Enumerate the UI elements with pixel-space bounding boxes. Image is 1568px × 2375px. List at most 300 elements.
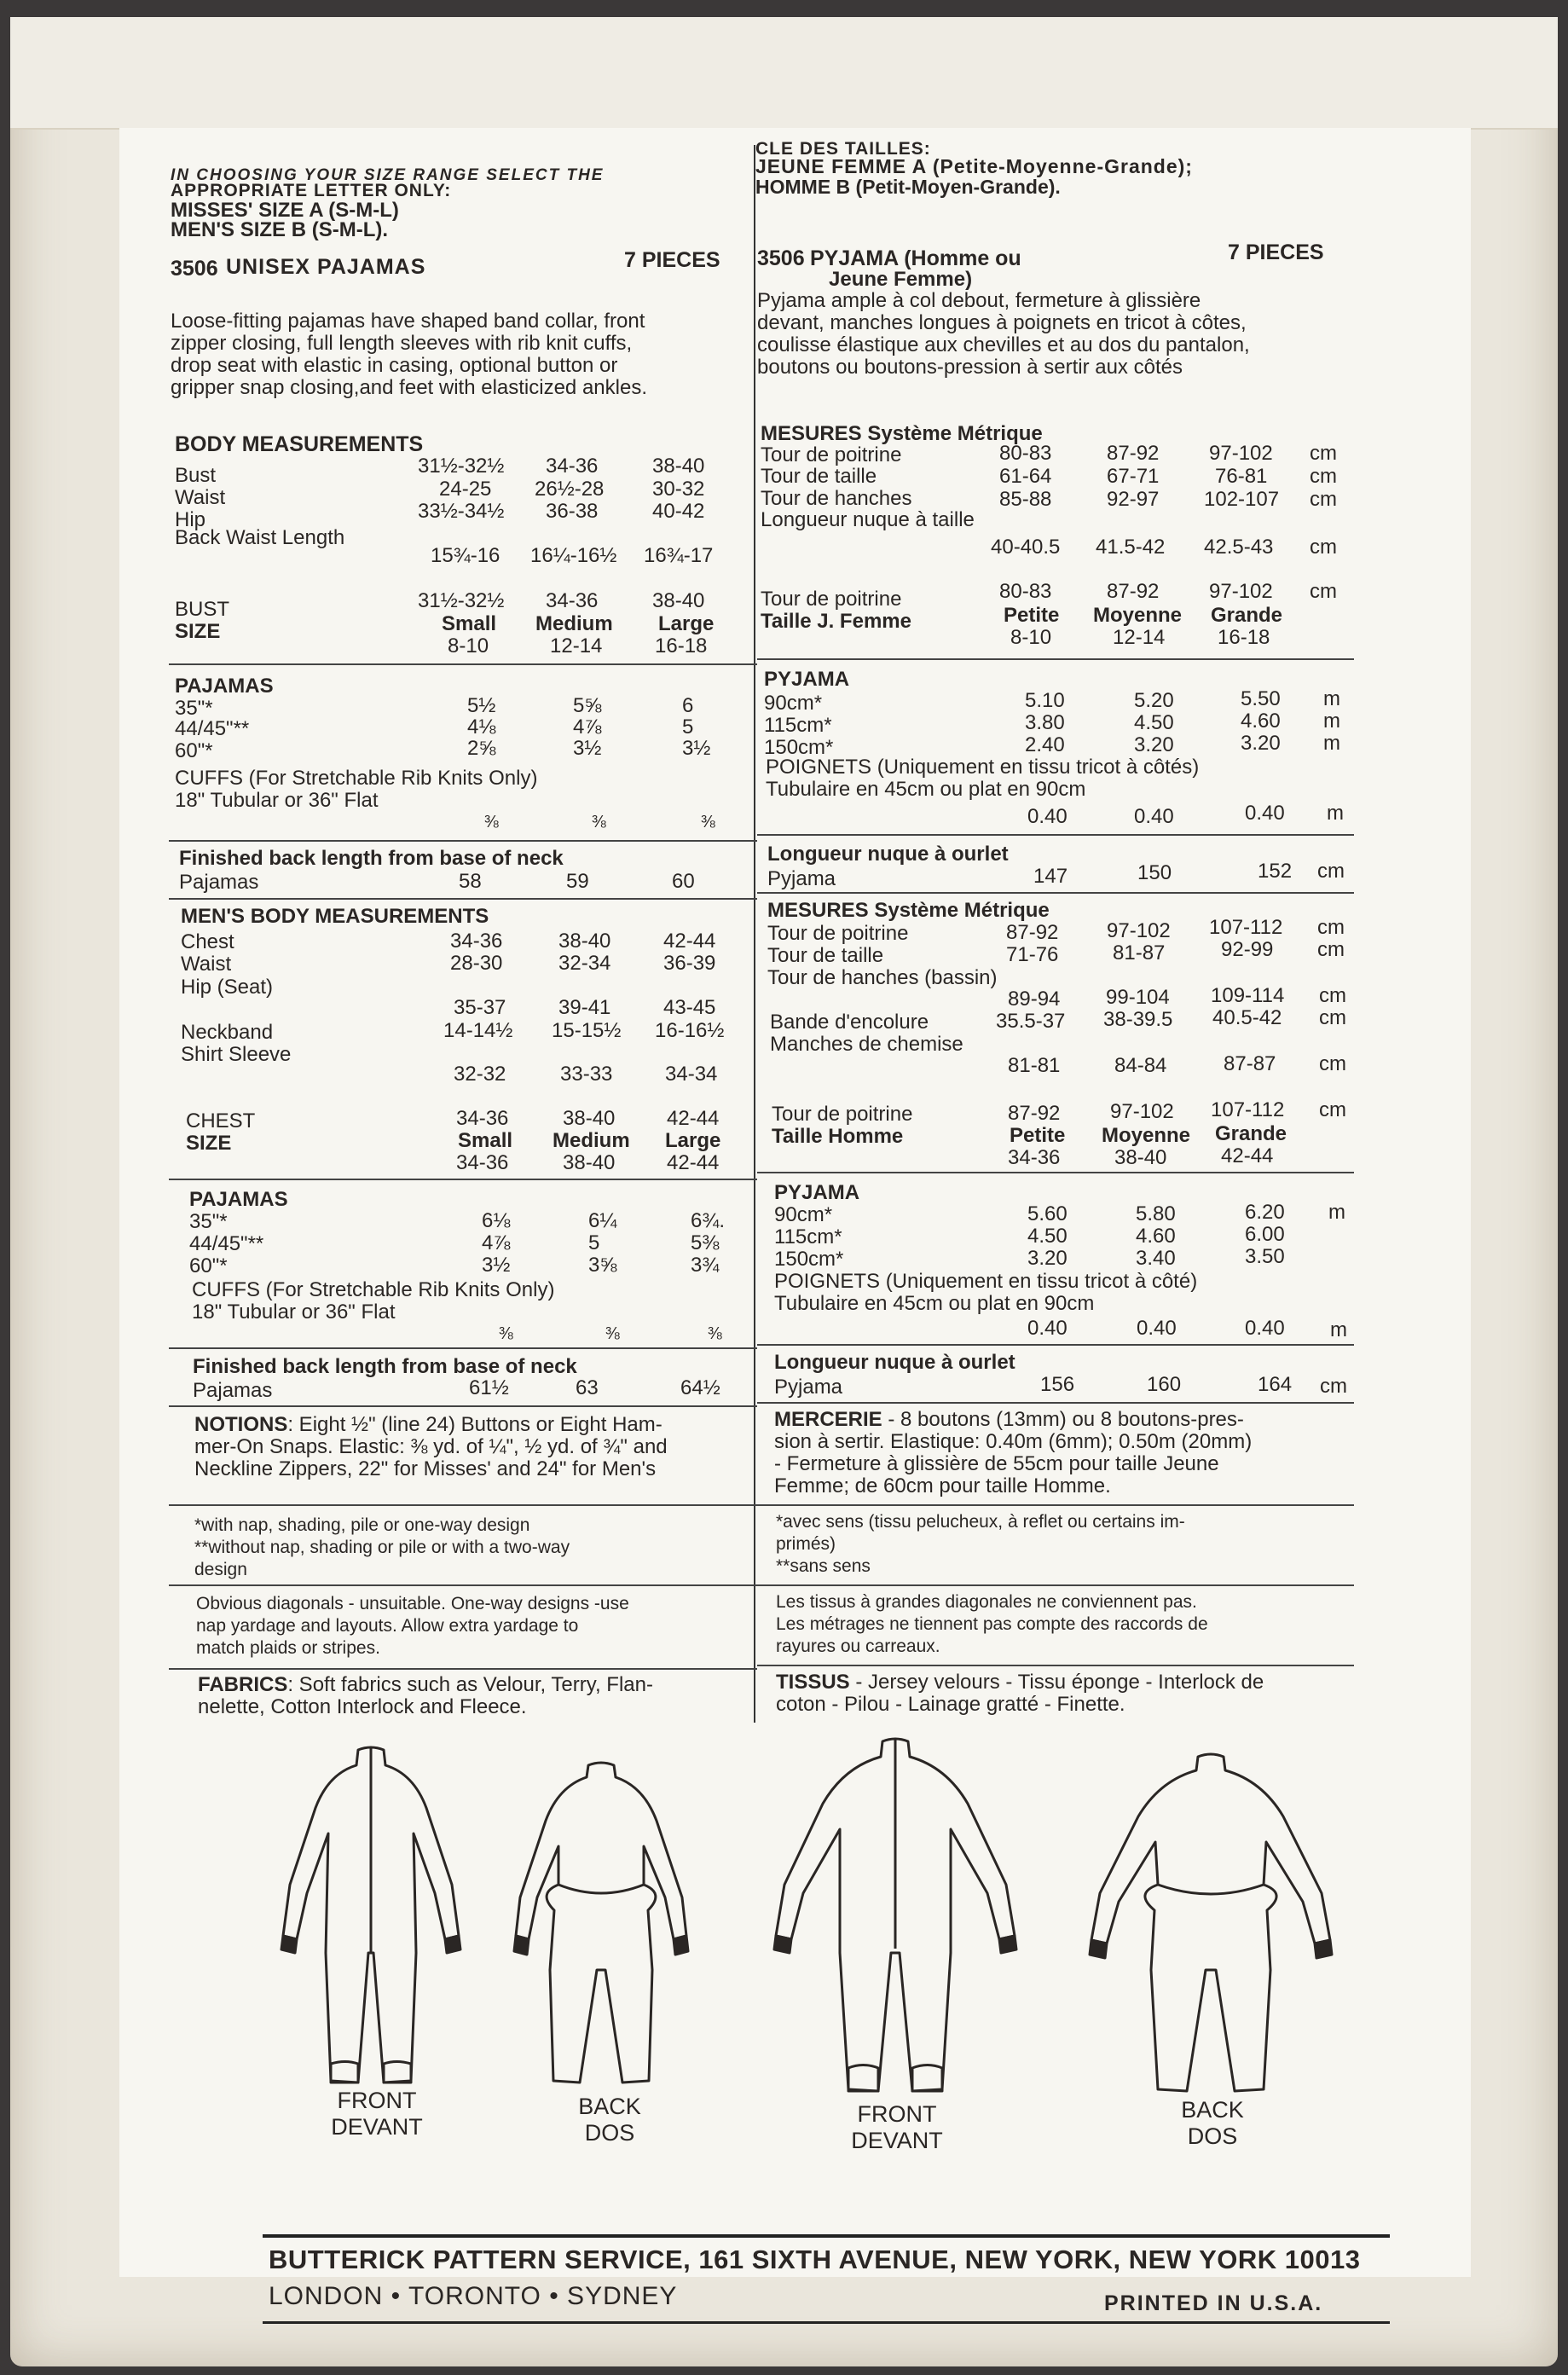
measure-label-bust: Bust — [175, 464, 217, 487]
mens-finished-heading: Finished back length from base of neck — [193, 1355, 577, 1378]
figure-label-fr: DEVANT — [331, 2114, 423, 2140]
yardage-label: 60"* — [175, 739, 213, 762]
mens-size-label: SIZE — [186, 1132, 232, 1155]
diagonals-note-fr: rayures ou carreaux. — [776, 1636, 940, 1656]
measure-label-hip: Hip — [175, 508, 206, 531]
mens-finished-label-fr: Pyjama — [774, 1376, 843, 1399]
yardage-value-fr: 5.50 — [1241, 687, 1281, 710]
nap-note-fr: *avec sens (tissu pelucheux, à reflet ou certains im- — [776, 1512, 1185, 1532]
bust-value-fr: 87-92 — [1107, 580, 1160, 603]
nap-note: *with nap, shading, pile or one-way design — [194, 1515, 530, 1535]
figure-label-en: FRONT — [337, 2088, 417, 2113]
measure-value: 33½-34½ — [418, 500, 505, 523]
yardage-value: 3½ — [682, 737, 711, 760]
mens-cuffs-value-fr: 0.40 — [1137, 1317, 1177, 1340]
yardage-value: 5½ — [467, 694, 496, 717]
yardage-value-fr: 4.60 — [1241, 710, 1281, 733]
mens-finished-value-fr: 160 — [1147, 1373, 1182, 1396]
mens-metric-value: 99-104 — [1106, 986, 1170, 1009]
rule — [169, 898, 757, 900]
cuffs-value: ⅜ — [592, 813, 606, 831]
size-number-fr: 16-18 — [1218, 626, 1270, 649]
tissus-line: coton - Pilou - Lainage gratté - Finette. — [776, 1693, 1125, 1716]
size-name: Small — [442, 612, 497, 635]
mens-metric-label: Tour de hanches (bassin) — [767, 966, 998, 989]
bust-value: 34-36 — [546, 589, 599, 612]
fabrics-line: nelette, Cotton Interlock and Fleece. — [198, 1695, 527, 1718]
mens-metric-value: 38-39.5 — [1103, 1008, 1173, 1031]
mens-metric-label: Tour de poitrine — [767, 922, 909, 945]
mens-value: 34-36 — [450, 930, 503, 953]
publisher-cities: LONDON • TORONTO • SYDNEY — [269, 2282, 678, 2310]
yardage-heading: PAJAMAS — [175, 675, 274, 698]
rule — [757, 1344, 1354, 1346]
pattern-title: UNISEX PAJAMAS — [226, 255, 426, 279]
yardage-unit-fr: m — [1323, 732, 1340, 755]
metric-unit: cm — [1310, 442, 1337, 465]
mens-yardage-value: 6¼ — [588, 1209, 617, 1232]
cuffs-value-fr: 0.40 — [1027, 805, 1068, 828]
cuffs-line2: 18" Tubular or 36" Flat — [175, 789, 379, 812]
bust-unit-fr: cm — [1310, 580, 1337, 603]
mens-yardage-label: 60"* — [189, 1254, 228, 1277]
metric-value: 61-64 — [999, 465, 1052, 488]
mercerie-label: MERCERIE — [774, 1408, 882, 1431]
chest-value: 38-40 — [563, 1107, 616, 1130]
yardage-label-fr: 90cm* — [764, 692, 823, 715]
pattern-title-fr: PYJAMA (Homme ou — [810, 246, 1021, 270]
size-name: Large — [658, 612, 715, 635]
mens-size-name: Large — [665, 1129, 721, 1152]
measure-value: 26½-28 — [535, 478, 605, 501]
mens-metric-value: 89-94 — [1008, 988, 1061, 1011]
description-line: gripper snap closing,and feet with elasticized ankles. — [171, 376, 647, 399]
rule — [757, 658, 1354, 660]
finished-length-value-fr: 147 — [1033, 865, 1068, 888]
rule — [169, 1179, 757, 1180]
rule — [757, 892, 1354, 894]
yardage-label: 44/45"** — [175, 717, 250, 740]
mens-metric-value: 92-99 — [1221, 938, 1274, 961]
figure-label-fr: DOS — [584, 2120, 635, 2146]
mens-value: 39-41 — [558, 996, 611, 1019]
metric-value: 67-71 — [1107, 465, 1160, 488]
diagonals-note: match plaids or stripes. — [196, 1638, 380, 1658]
mercerie-line: - Fermeture à glissière de 55cm pour taille Jeune — [774, 1452, 1219, 1475]
bust-value-fr: 80-83 — [999, 580, 1052, 603]
mens-yardage-value: 3¾ — [691, 1254, 720, 1277]
notions-line: mer-On Snaps. Elastic: ⅜ yd. of ¼", ½ yd. of ¾" and — [194, 1435, 668, 1458]
tissus-label: TISSUS — [776, 1671, 850, 1694]
mens-value: 14-14½ — [443, 1019, 513, 1042]
mens-size-number: 34-36 — [456, 1151, 509, 1174]
figure-label — [837, 2101, 957, 2154]
mens-size-number-fr: 38-40 — [1114, 1146, 1167, 1169]
metric-value: 42.5-43 — [1204, 536, 1274, 559]
mens-yardage-value-fr: 4.60 — [1136, 1225, 1176, 1248]
mens-value: 33-33 — [560, 1063, 613, 1086]
mens-metric-value: 84-84 — [1114, 1054, 1167, 1077]
cuffs-value: ⅜ — [484, 813, 499, 831]
metric-value: 92-97 — [1107, 488, 1160, 511]
rule — [169, 1504, 757, 1506]
finished-length-heading-fr: Longueur nuque à ourlet — [767, 843, 1009, 866]
mens-label: Hip (Seat) — [181, 976, 274, 999]
measure-value: 15¾-16 — [431, 544, 500, 567]
mens-finished-value-fr: 164 — [1258, 1373, 1293, 1396]
diagonals-note-fr: Les métrages ne tiennent pas compte des raccords de — [776, 1614, 1208, 1634]
description-fr-line: coulisse élastique aux chevilles et au dos du pantalon, — [757, 333, 1250, 356]
mens-yardage-label-fr: 150cm* — [774, 1248, 844, 1271]
rule — [169, 663, 757, 665]
intro-fr-line1: CLE DES TAILLES: — [755, 139, 931, 159]
bust-value: 31½-32½ — [418, 589, 505, 612]
front-view-drawing-1 — [264, 1740, 477, 2098]
mens-cuffs-value-fr: 0.40 — [1245, 1317, 1285, 1340]
mens-yardage-label-fr: 90cm* — [774, 1203, 833, 1226]
rule — [169, 1347, 757, 1349]
measure-value: 30-32 — [652, 478, 705, 501]
yardage-value-fr: 2.40 — [1025, 733, 1065, 756]
mens-value: 38-40 — [558, 930, 611, 953]
mens-yardage-value-fr: 3.50 — [1245, 1245, 1285, 1268]
mens-metric-label: Manches de chemise — [770, 1033, 963, 1056]
size-number-fr: 12-14 — [1113, 626, 1166, 649]
envelope-flap — [10, 17, 1558, 130]
notions-line: Neckline Zippers, 22" for Misses' and 24" for Men's — [194, 1457, 657, 1480]
mens-value: 28-30 — [450, 952, 503, 975]
notions-line1 — [194, 1414, 662, 1436]
mens-value: 42-44 — [663, 930, 716, 953]
mercerie-text: - 8 boutons (13mm) ou 8 boutons-pres- — [882, 1408, 1244, 1431]
measure-value: 16¾-17 — [644, 544, 714, 567]
mens-cuffs-value: ⅜ — [499, 1324, 513, 1343]
size-number: 8-10 — [448, 634, 489, 657]
footer-rule-top — [263, 2234, 1390, 2238]
mens-yardage-heading: PAJAMAS — [189, 1188, 288, 1211]
mens-metric-value: 87-92 — [1006, 921, 1059, 944]
cuffs-unit-fr: m — [1327, 802, 1344, 825]
mens-size-name-fr: Petite — [1010, 1124, 1066, 1147]
mens-yardage-value-fr: 5.80 — [1136, 1202, 1176, 1225]
fabrics-label: FABRICS — [198, 1673, 288, 1696]
size-name-fr: Petite — [1004, 604, 1060, 627]
size-name-fr: Moyenne — [1093, 604, 1183, 627]
mens-yardage-label: 35"* — [189, 1210, 228, 1233]
mens-finished-value-fr: 156 — [1040, 1373, 1075, 1396]
metric-value: 102-107 — [1204, 488, 1280, 511]
publisher-address: BUTTERICK PATTERN SERVICE, 161 SIXTH AVENUE, NEW YORK, NEW YORK 10013 — [269, 2245, 1361, 2274]
yardage-value-fr: 3.80 — [1025, 711, 1065, 734]
rule — [757, 1504, 1354, 1506]
description-line: drop seat with elastic in casing, optional button or — [171, 354, 618, 377]
mens-finished-heading-fr: Longueur nuque à ourlet — [774, 1351, 1015, 1374]
intro-fr-line3: HOMME B (Petit-Moyen-Grande). — [755, 176, 1061, 198]
yardage-value: 5 — [682, 715, 694, 739]
mens-metric-value: 40.5-42 — [1212, 1006, 1282, 1029]
metric-value: 40-40.5 — [991, 536, 1061, 559]
measure-value: 36-38 — [546, 500, 599, 523]
metric-heading: MESURES Système Métrique — [761, 422, 1043, 445]
mens-value: 43-45 — [663, 996, 716, 1019]
pattern-pieces-fr: 7 PIECES — [1228, 240, 1324, 264]
mens-metric-value: 109-114 — [1211, 984, 1285, 1007]
mens-metric-unit: cm — [1319, 1006, 1346, 1029]
mens-label: Shirt Sleeve — [181, 1043, 292, 1066]
yardage-label-fr: 150cm* — [764, 736, 834, 759]
mens-metric-value: 107-112 — [1209, 916, 1283, 939]
metric-value: 85-88 — [999, 488, 1052, 511]
figure-label-en: BACK — [578, 2094, 641, 2119]
measure-value: 31½-32½ — [418, 455, 505, 478]
mercerie-line1 — [774, 1409, 1244, 1431]
diagonals-note: Obvious diagonals - unsuitable. One-way designs -use — [196, 1594, 629, 1613]
rule — [757, 1584, 1354, 1586]
mercerie-line: Femme; de 60cm pour taille Homme. — [774, 1474, 1111, 1497]
yardage-value: 4⅞ — [573, 715, 602, 739]
mens-chest-value-fr: 87-92 — [1008, 1102, 1061, 1125]
mens-cuffs-line2-fr: Tubulaire en 45cm ou plat en 90cm — [774, 1292, 1095, 1315]
notions-text: : Eight ½" (line 24) Buttons or Eight Ham- — [287, 1413, 662, 1436]
yardage-value: 3½ — [573, 737, 602, 760]
mens-size-number-fr: 42-44 — [1221, 1144, 1274, 1167]
diagonals-note-fr: Les tissus à grandes diagonales ne conviennent pas. — [776, 1592, 1197, 1612]
size-number-fr: 8-10 — [1010, 626, 1052, 649]
metric-label: Tour de taille — [761, 465, 877, 488]
finished-length-value-fr: 152 — [1258, 860, 1293, 883]
yardage-value-fr: 3.20 — [1241, 732, 1281, 755]
metric-unit: cm — [1310, 536, 1337, 559]
finished-length-heading: Finished back length from base of neck — [179, 847, 564, 870]
intro-line1: IN CHOOSING YOUR SIZE RANGE SELECT THE — [171, 166, 605, 184]
printed-in: PRINTED IN U.S.A. — [1104, 2291, 1323, 2315]
finished-length-label: Pajamas — [179, 871, 259, 894]
bust-label: BUST — [175, 598, 230, 621]
measure-label-waist: Waist — [175, 486, 226, 509]
mens-yardage-label: 44/45"** — [189, 1232, 264, 1255]
mens-yardage-value: 4⅞ — [482, 1231, 511, 1254]
back-view-drawing-1 — [499, 1757, 703, 2098]
size-name: Medium — [535, 612, 613, 635]
mens-finished-unit-fr: cm — [1320, 1375, 1347, 1398]
yardage-label: 35"* — [175, 697, 213, 720]
mens-size-name-fr: Moyenne — [1102, 1124, 1191, 1147]
metric-unit: cm — [1310, 465, 1337, 488]
nap-note-fr: **sans sens — [776, 1556, 871, 1576]
cuffs-value: ⅜ — [701, 813, 715, 831]
bust-value: 38-40 — [652, 589, 705, 612]
measure-value: 24-25 — [439, 478, 492, 501]
mens-cuffs-unit-fr: m — [1330, 1318, 1347, 1341]
size-name-fr: Grande — [1211, 604, 1283, 627]
finished-length-value: 60 — [672, 870, 695, 893]
metric-label: Tour de hanches — [761, 487, 912, 510]
mens-cuffs-line2: 18" Tubular or 36" Flat — [192, 1300, 396, 1324]
rule — [757, 1665, 1354, 1666]
yardage-value-fr: 4.50 — [1134, 711, 1174, 734]
figure-label — [550, 2094, 669, 2146]
mens-metric-label: Tour de taille — [767, 944, 884, 967]
rule — [169, 1405, 757, 1407]
yardage-value-fr: 3.20 — [1134, 733, 1174, 756]
chest-value: 42-44 — [667, 1107, 720, 1130]
size-number: 12-14 — [550, 634, 603, 657]
metric-value: 76-81 — [1215, 465, 1268, 488]
cuffs-line1-fr: POIGNETS (Uniquement en tissu tricot à côtés) — [766, 756, 1200, 779]
nap-note-fr: primés) — [776, 1534, 836, 1554]
finished-length-value: 59 — [566, 870, 589, 893]
mens-finished-label: Pajamas — [193, 1379, 273, 1402]
mens-finished-value: 61½ — [469, 1376, 509, 1399]
mens-yardage-value-fr: 5.60 — [1027, 1202, 1068, 1225]
mens-size-label-fr: Taille Homme — [772, 1125, 904, 1148]
size-label: SIZE — [175, 620, 221, 643]
metric-value: 80-83 — [999, 442, 1052, 465]
figure-label — [1153, 2097, 1272, 2150]
size-label-fr: Taille J. Femme — [761, 610, 911, 633]
rule — [169, 1584, 757, 1586]
intro-line4: MEN'S SIZE B (S-M-L). — [171, 218, 389, 241]
chest-label: CHEST — [186, 1109, 256, 1132]
description-line: zipper closing, full length sleeves with rib knit cuffs, — [171, 332, 633, 355]
mens-metric-value: 87-87 — [1224, 1052, 1276, 1075]
tissus-line1 — [776, 1671, 1264, 1694]
mens-metric-unit: cm — [1319, 984, 1346, 1007]
mens-metric-value: 81-81 — [1008, 1054, 1061, 1077]
mens-metric-heading: MESURES Système Métrique — [767, 899, 1050, 922]
bust-value-fr: 97-102 — [1209, 580, 1273, 603]
yardage-unit-fr: m — [1323, 687, 1340, 710]
mens-yardage-value-fr: 6.00 — [1245, 1223, 1285, 1246]
rule — [757, 1172, 1354, 1173]
mens-metric-unit: cm — [1317, 916, 1345, 939]
fabrics-text: : Soft fabrics such as Velour, Terry, Flan- — [287, 1673, 653, 1696]
rule — [757, 1402, 1354, 1404]
yardage-value: 5⅝ — [573, 694, 602, 717]
yardage-value-fr: 5.10 — [1025, 689, 1065, 712]
figure-label — [317, 2088, 437, 2140]
mens-yardage-value-fr: 4.50 — [1027, 1225, 1068, 1248]
mens-yardage-label-fr: 115cm* — [774, 1225, 842, 1248]
mens-yardage-value-fr: 6.20 — [1245, 1201, 1285, 1224]
mens-cuffs-line1-fr: POIGNETS (Uniquement en tissu tricot à côté) — [774, 1270, 1198, 1293]
mens-yardage-unit-fr: m — [1328, 1201, 1345, 1224]
tissus-text: - Jersey velours - Tissu éponge - Interlock de — [849, 1671, 1264, 1694]
mercerie-line: sion à sertir. Elastique: 0.40m (6mm); 0.50m (20mm) — [774, 1430, 1253, 1453]
pattern-number: 3506 — [171, 257, 218, 281]
footer-rule-bottom — [263, 2321, 1390, 2324]
front-view-drawing-2 — [759, 1731, 1032, 2106]
description-fr-line: boutons ou boutons-pression à sertir aux côtés — [757, 356, 1183, 379]
mens-chest-value-fr: 107-112 — [1211, 1098, 1285, 1121]
yardage-unit-fr: m — [1323, 710, 1340, 733]
intro-fr-line2: JEUNE FEMME A (Petite-Moyenne-Grande); — [755, 155, 1193, 177]
cuffs-line1: CUFFS (For Stretchable Rib Knits Only) — [175, 767, 538, 790]
mens-measurements-heading: MEN'S BODY MEASUREMENTS — [181, 905, 489, 928]
intro-line2: APPROPRIATE LETTER ONLY: — [171, 181, 452, 200]
mens-cuffs-value: ⅜ — [605, 1324, 620, 1343]
measure-value: 38-40 — [652, 455, 705, 478]
cuffs-line2-fr: Tubulaire en 45cm ou plat en 90cm — [766, 778, 1086, 801]
mens-metric-unit: cm — [1317, 938, 1345, 961]
metric-value: 87-92 — [1107, 442, 1160, 465]
measure-value: 16¼-16½ — [530, 544, 617, 567]
mens-size-number: 42-44 — [667, 1151, 720, 1174]
mens-cuffs-value: ⅜ — [708, 1324, 722, 1343]
finished-length-value: 58 — [459, 870, 482, 893]
intro-line3: MISSES' SIZE A (S-M-L) — [171, 199, 399, 222]
pattern-title-fr2: Jeune Femme) — [829, 268, 973, 291]
pattern-pieces: 7 PIECES — [624, 248, 720, 272]
metric-value: 97-102 — [1209, 442, 1273, 465]
description-fr-line: Pyjama ample à col debout, fermeture à glissière — [757, 289, 1201, 312]
mens-size-number-fr: 34-36 — [1008, 1146, 1061, 1169]
diagonals-note: nap yardage and layouts. Allow extra yardage to — [196, 1616, 579, 1636]
finished-length-unit-fr: cm — [1317, 860, 1345, 883]
mens-label: Chest — [181, 930, 234, 953]
size-number: 16-18 — [655, 634, 708, 657]
mens-metric-value: 35.5-37 — [996, 1010, 1066, 1033]
mens-size-name: Medium — [553, 1129, 630, 1152]
yardage-value: 4⅛ — [467, 715, 496, 739]
mens-chest-unit-fr: cm — [1319, 1098, 1346, 1121]
mens-cuffs-value-fr: 0.40 — [1027, 1317, 1068, 1340]
metric-label: Longueur nuque à taille — [761, 508, 975, 531]
yardage-value: 2⅝ — [467, 737, 496, 760]
description-fr-line: devant, manches longues à poignets en tricot à côtes, — [757, 311, 1247, 334]
mens-chest-value-fr: 97-102 — [1110, 1100, 1174, 1123]
mens-label: Waist — [181, 953, 232, 976]
bust-label-fr: Tour de poitrine — [761, 588, 902, 611]
nap-note: design — [194, 1560, 247, 1579]
mens-yardage-value: 3⅝ — [588, 1254, 617, 1277]
mens-metric-value: 71-76 — [1006, 943, 1059, 966]
mens-size-name-fr: Grande — [1215, 1122, 1287, 1145]
mens-value: 34-34 — [665, 1063, 718, 1086]
mens-size-number: 38-40 — [563, 1151, 616, 1174]
figure-label-en: FRONT — [857, 2101, 937, 2127]
mens-metric-unit: cm — [1319, 1052, 1346, 1075]
mens-metric-value: 97-102 — [1107, 919, 1171, 942]
mens-metric-value: 81-87 — [1113, 941, 1166, 964]
yardage-heading-fr: PYJAMA — [764, 668, 850, 691]
finished-length-value-fr: 150 — [1137, 861, 1172, 884]
mens-value: 15-15½ — [552, 1019, 622, 1042]
mens-yardage-value: 5⅜ — [691, 1231, 720, 1254]
rule — [757, 834, 1354, 836]
mens-yardage-value: 5 — [588, 1231, 600, 1254]
figure-label-fr: DOS — [1187, 2123, 1238, 2149]
mens-yardage-value-fr: 3.40 — [1136, 1247, 1176, 1270]
mens-yardage-value-fr: 3.20 — [1027, 1247, 1068, 1270]
figure-label-fr: DEVANT — [851, 2128, 943, 2153]
fabrics-line1 — [198, 1674, 653, 1696]
mens-size-name: Small — [458, 1129, 513, 1152]
mens-value: 32-32 — [454, 1063, 506, 1086]
measure-value: 40-42 — [652, 500, 705, 523]
nap-note: **without nap, shading or pile or with a two-way — [194, 1538, 570, 1557]
mens-yardage-value: 3½ — [482, 1254, 511, 1277]
finished-length-label-fr: Pyjama — [767, 867, 836, 890]
measure-label-back-waist: Back Waist Length — [175, 526, 345, 549]
metric-label: Tour de poitrine — [761, 443, 902, 466]
mens-metric-label: Bande d'encolure — [770, 1011, 929, 1034]
mens-chest-label-fr: Tour de poitrine — [772, 1103, 913, 1126]
pattern-number-fr: 3506 — [757, 246, 805, 270]
cuffs-value-fr: 0.40 — [1245, 802, 1285, 825]
notions-label: NOTIONS — [194, 1413, 288, 1436]
mens-yardage-value: 6⅛ — [482, 1209, 511, 1232]
